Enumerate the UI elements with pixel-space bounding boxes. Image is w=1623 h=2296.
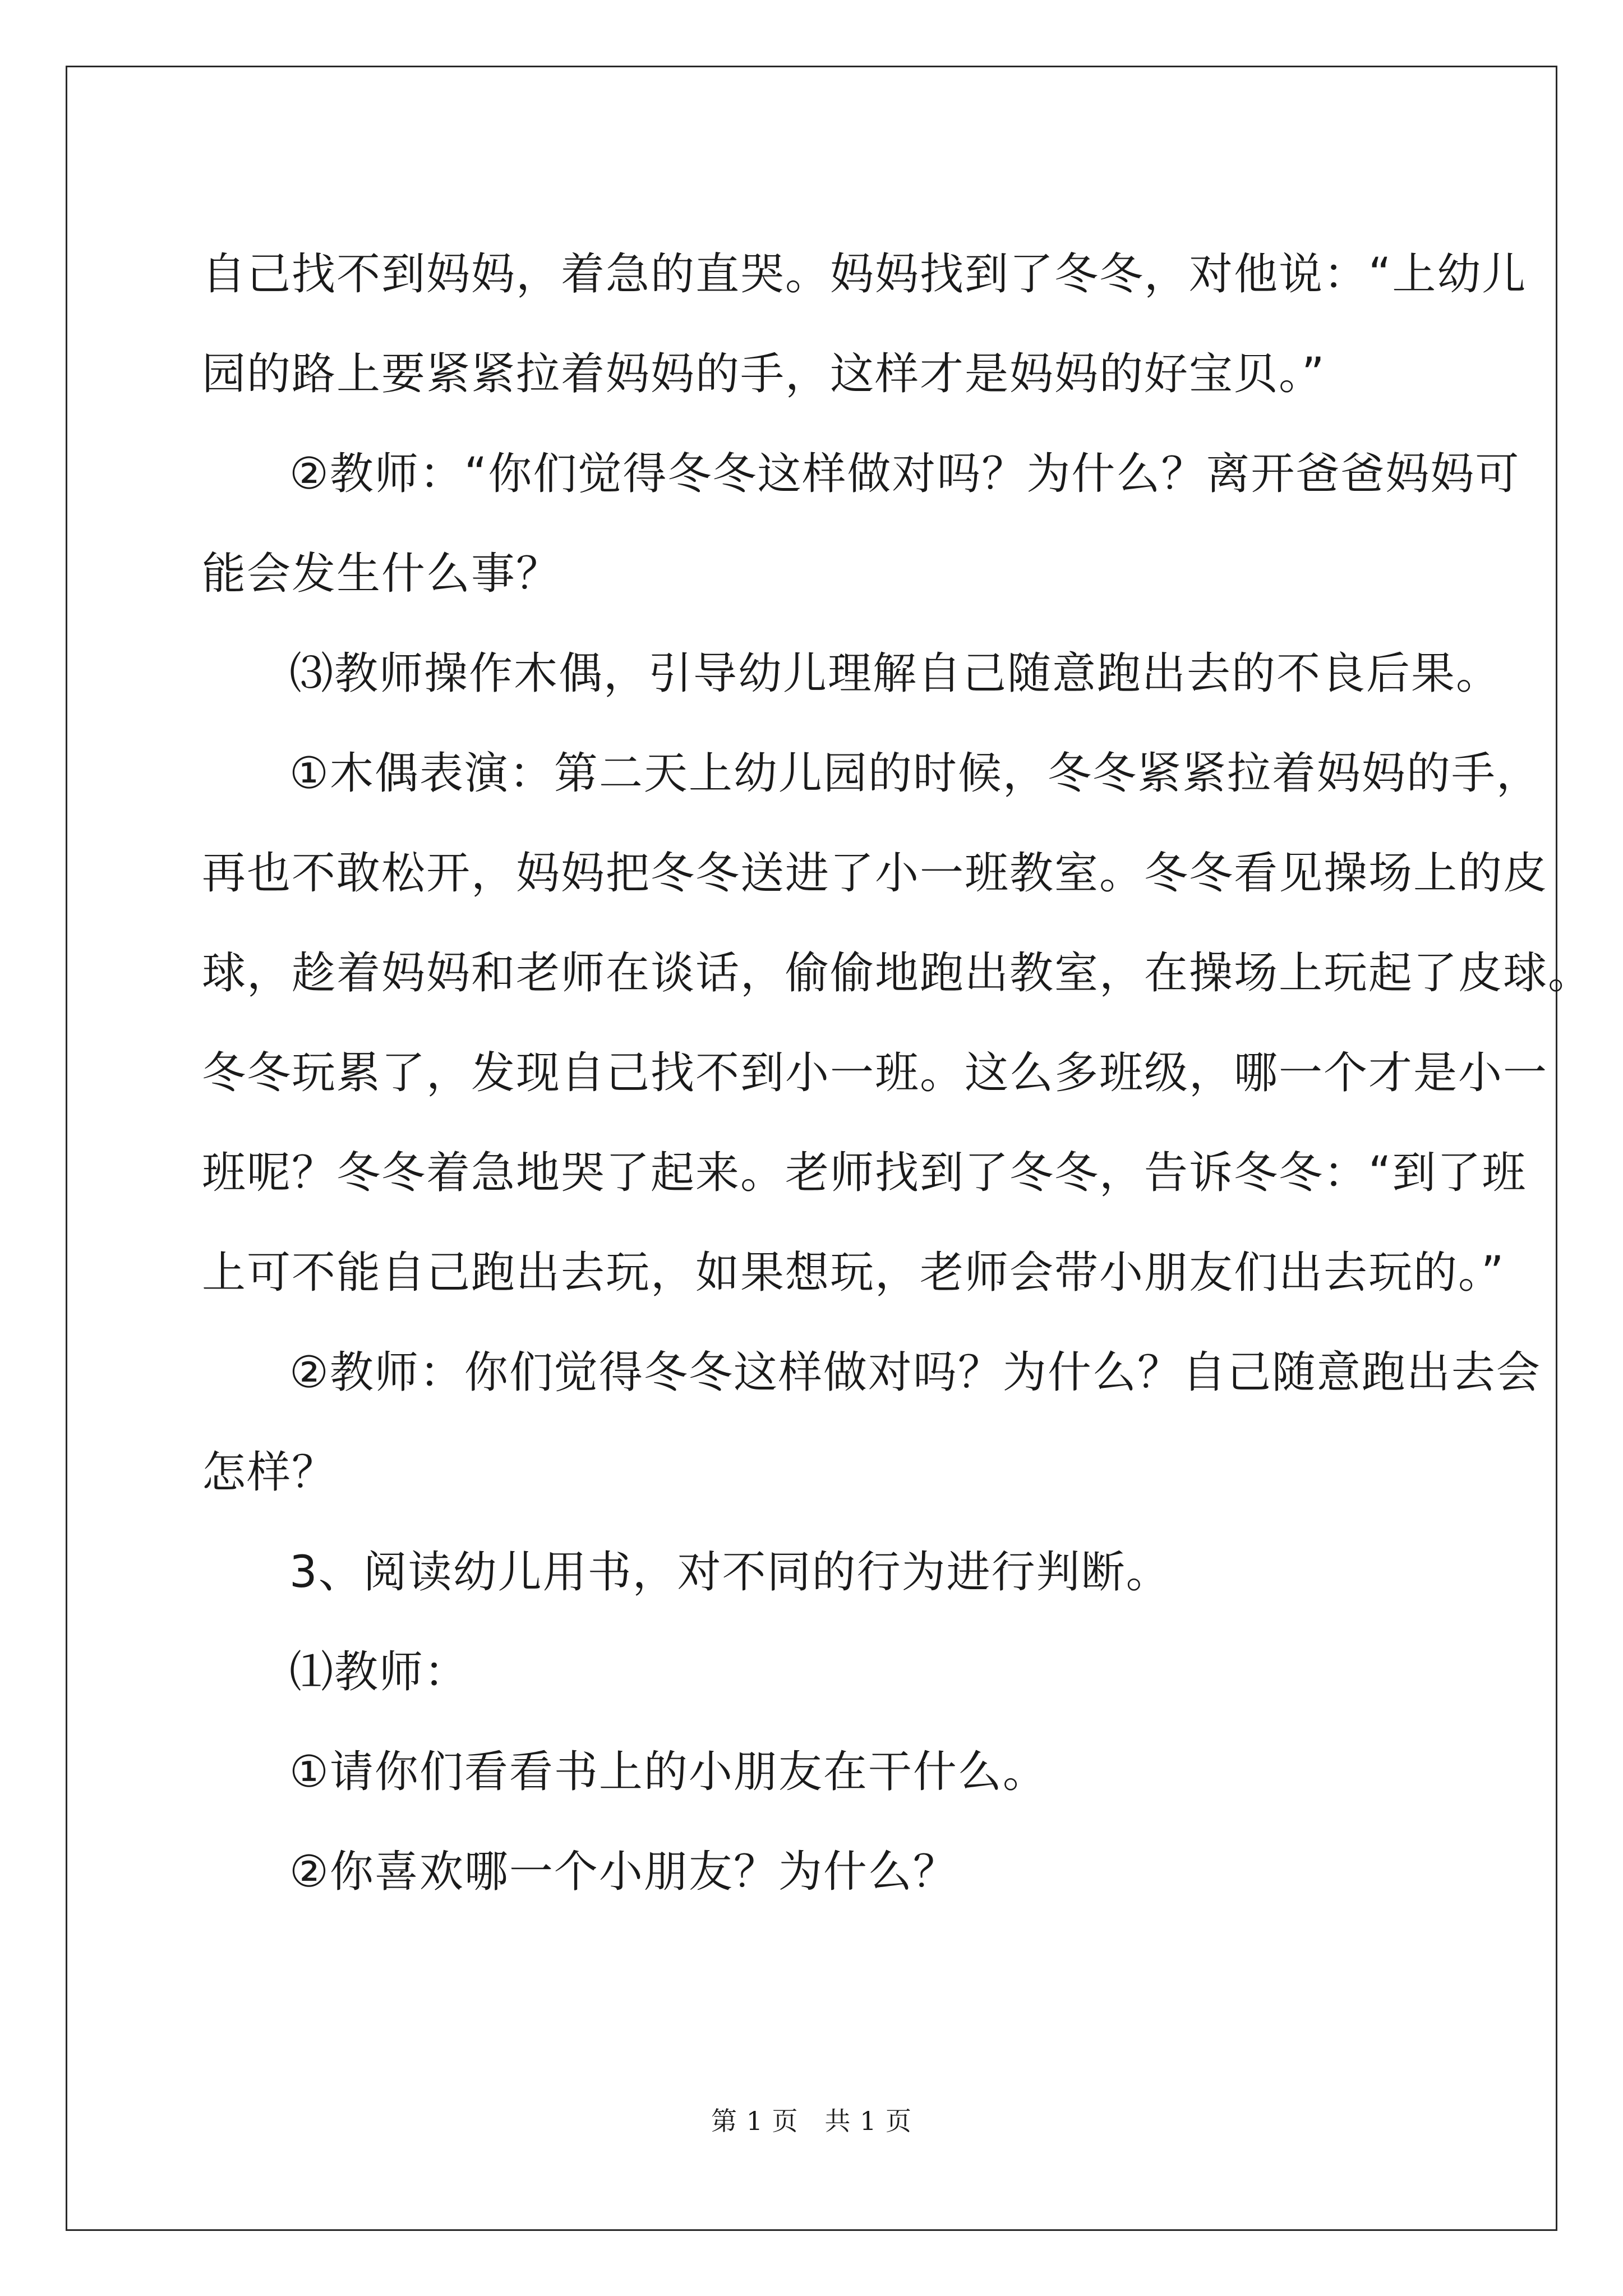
text-line: 怎样？ — [202, 1447, 337, 1498]
text-line: 能会发生什么事？ — [202, 549, 561, 599]
text-line: 冬冬玩累了，发现自己找不到小一班。这么多班级，哪一个才是小一 — [202, 1048, 1548, 1098]
text-line: ①木偶表演：第二天上幼儿园的时候，冬冬紧紧拉着妈妈的手， — [289, 748, 1541, 799]
text-line: ②教师：“你们觉得冬冬这样做对吗？为什么？离开爸爸妈妈可 — [289, 449, 1520, 499]
text-line: 自己找不到妈妈，着急的直哭。妈妈找到了冬冬，对他说：“上幼儿 — [202, 249, 1527, 300]
text-line: 球，趁着妈妈和老师在谈话，偷偷地跑出教室，在操场上玩起了皮球。 — [202, 948, 1593, 999]
text-line: 3、阅读幼儿用书，对不同的行为进行判断。 — [289, 1547, 1171, 1598]
text-line: 班呢？冬冬着急地哭了起来。老师找到了冬冬，告诉冬冬：“到了班 — [202, 1148, 1527, 1198]
text-line: 再也不敢松开，妈妈把冬冬送进了小一班教室。冬冬看见操场上的皮 — [202, 848, 1548, 899]
text-line: 园的路上要紧紧拉着妈妈的手，这样才是妈妈的好宝贝。” — [202, 349, 1326, 399]
text-line: ①请你们看看书上的小朋友在干什么。 — [289, 1747, 1048, 1797]
text-line: ⑶教师操作木偶，引导幼儿理解自己随意跑出去的不良后果。 — [289, 648, 1501, 699]
page-number-footer: 第 1 页 共 1 页 — [711, 2106, 912, 2136]
text-line: ②你喜欢哪一个小朋友？为什么？ — [289, 1847, 958, 1897]
text-line: ②教师：你们觉得冬冬这样做对吗？为什么？自己随意跑出去会 — [289, 1347, 1541, 1398]
text-line: 上可不能自己跑出去玩，如果想玩，老师会带小朋友们出去玩的。” — [202, 1248, 1505, 1298]
document-body — [202, 224, 1593, 1922]
text-line: ⑴教师： — [289, 1647, 469, 1697]
